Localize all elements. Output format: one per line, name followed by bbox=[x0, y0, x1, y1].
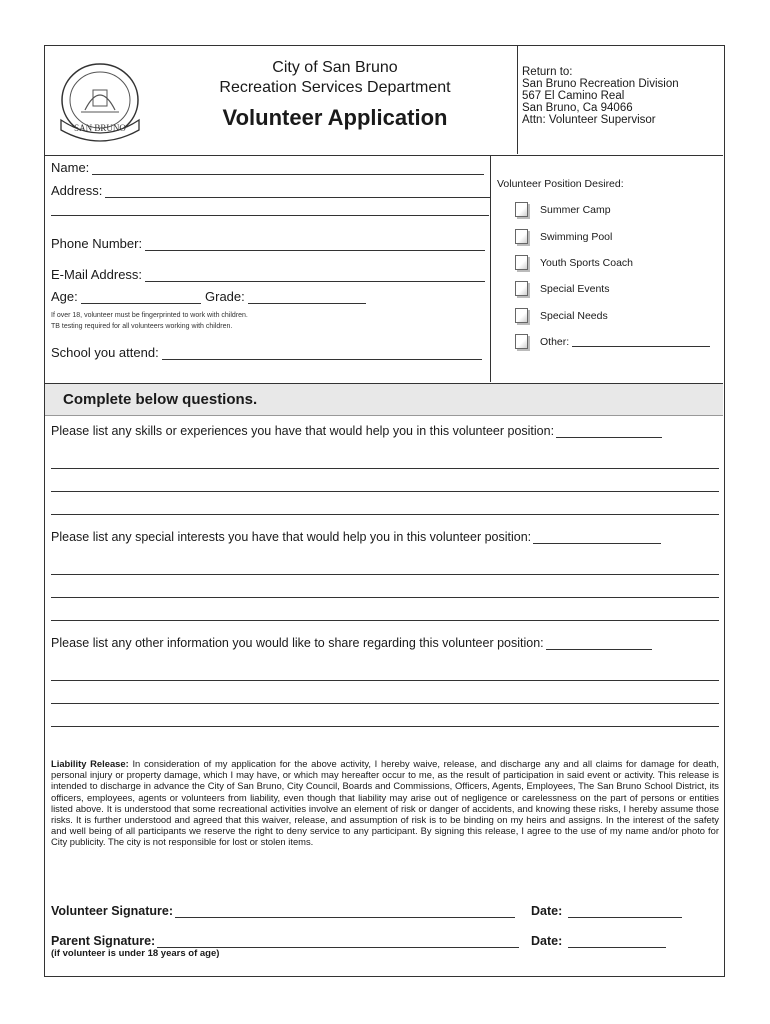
personal-fields bbox=[45, 156, 491, 382]
release-label: Liability Release: bbox=[51, 758, 129, 769]
question-text: Please list any special interests you have that would help you in this volunteer position: bbox=[51, 530, 532, 544]
date-label: Date: bbox=[531, 934, 563, 948]
address-field[interactable] bbox=[51, 183, 490, 198]
form-header bbox=[45, 46, 723, 156]
email-field[interactable] bbox=[51, 267, 485, 282]
question-interests bbox=[51, 530, 661, 544]
option-label: Special Events bbox=[540, 282, 610, 295]
volunteer-signature-field[interactable] bbox=[51, 904, 515, 918]
grade-field[interactable] bbox=[205, 289, 366, 304]
volunteer-signature-label: Volunteer Signature: bbox=[51, 904, 174, 918]
date-input-line[interactable] bbox=[568, 936, 666, 948]
option-youth-sports-coach[interactable] bbox=[515, 255, 633, 270]
question-other-info bbox=[51, 636, 652, 650]
option-label: Swimming Pool bbox=[540, 230, 613, 243]
department-name: Recreation Services Department bbox=[219, 79, 451, 96]
return-line: San Bruno Recreation Division bbox=[522, 78, 679, 90]
checkbox[interactable] bbox=[515, 229, 528, 244]
name-input-line[interactable] bbox=[92, 163, 484, 175]
email-input-line[interactable] bbox=[145, 270, 485, 282]
questions-heading: Complete below questions. bbox=[63, 391, 258, 408]
return-address bbox=[522, 66, 679, 126]
checkbox[interactable] bbox=[515, 281, 528, 296]
parent-signature-line[interactable] bbox=[157, 936, 519, 948]
option-summer-camp[interactable] bbox=[515, 202, 611, 217]
header-title-block bbox=[45, 46, 518, 154]
option-special-needs[interactable] bbox=[515, 308, 608, 323]
question-skills bbox=[51, 424, 662, 438]
questions-heading-bar bbox=[45, 384, 723, 416]
address-input-line[interactable] bbox=[105, 186, 490, 198]
question-text: Please list any other information you would like to share regarding this volunteer position: bbox=[51, 636, 544, 650]
other-input-line[interactable] bbox=[572, 336, 710, 347]
application-form bbox=[44, 45, 725, 977]
question-text: Please list any skills or experiences you have that would help you in this volunteer position: bbox=[51, 424, 555, 438]
answer-line[interactable] bbox=[51, 468, 719, 469]
form-title: Volunteer Application bbox=[222, 105, 448, 130]
answer-line[interactable] bbox=[546, 638, 652, 650]
svg-text:SAN BRUNO: SAN BRUNO bbox=[74, 123, 126, 133]
option-label: Youth Sports Coach bbox=[540, 256, 634, 269]
position-title: Volunteer Position Desired: bbox=[497, 178, 624, 190]
answer-line[interactable] bbox=[51, 574, 719, 575]
name-label: Name: bbox=[51, 160, 90, 175]
answer-line[interactable] bbox=[51, 680, 719, 681]
answer-line[interactable] bbox=[51, 726, 719, 727]
age-input-line[interactable] bbox=[81, 292, 201, 304]
date-label: Date: bbox=[531, 904, 563, 918]
answer-line[interactable] bbox=[51, 491, 719, 492]
answer-line[interactable] bbox=[533, 532, 661, 544]
return-line: Return to: bbox=[522, 66, 573, 78]
return-line: San Bruno, Ca 94066 bbox=[522, 102, 633, 114]
header-title bbox=[155, 58, 515, 133]
return-line: 567 El Camino Real bbox=[522, 90, 625, 102]
parent-signature-note: (if volunteer is under 18 years of age) bbox=[51, 948, 220, 959]
return-line: Attn: Volunteer Supervisor bbox=[522, 114, 656, 126]
phone-input-line[interactable] bbox=[145, 239, 485, 251]
release-text: In consideration of my application for the above activity, I hereby waive, release, and discharge any and all claims for damage for death, personal injury or property damage, which I may have, or which may hereafter occur to me, as the result of participation in said event or activity. This release is intended to discharge in advance the City of San Bruno, City Council, Boards and Commissions, Officers, Agents, Employees, The San Bruno School District, its officers, employees, agents or volunteers from liability, even though that liability may arise out of negligence or carelessness on the part of persons or entities listed above. It is understood that some recreational activities involve an element of risk or danger of accidents, and knowing these risks, I hereby assume those risks. It is further understood and agreed that this waiver, release, and assumption of risk is to be binding on my heirs and assigns. In the interest of the safety and well being of all participants we reserve the right to deny service to any participant. By signing this release, I agree to the use of my name and/or photo for City publicity. The city is not responsible for lost or stolen items. bbox=[51, 758, 720, 848]
answer-line[interactable] bbox=[556, 426, 662, 438]
fingerprint-note: If over 18, volunteer must be fingerprinted to work with children. bbox=[51, 312, 248, 319]
parent-date-field[interactable] bbox=[531, 934, 666, 948]
option-label: Other: bbox=[540, 335, 570, 348]
answer-line[interactable] bbox=[51, 514, 719, 515]
address-label: Address: bbox=[51, 183, 103, 198]
email-label: E-Mail Address: bbox=[51, 267, 143, 282]
name-field[interactable] bbox=[51, 160, 484, 175]
option-label: Summer Camp bbox=[540, 203, 611, 216]
city-seal-logo bbox=[55, 60, 145, 144]
city-name: City of San Bruno bbox=[272, 59, 398, 76]
option-label: Special Needs bbox=[540, 309, 608, 322]
volunteer-date-field[interactable] bbox=[531, 904, 682, 918]
personal-info-section bbox=[45, 156, 723, 384]
volunteer-signature-line[interactable] bbox=[175, 906, 515, 918]
date-input-line[interactable] bbox=[568, 906, 682, 918]
option-special-events[interactable] bbox=[515, 281, 609, 296]
school-field[interactable] bbox=[51, 345, 482, 360]
school-input-line[interactable] bbox=[162, 348, 482, 360]
checkbox[interactable] bbox=[515, 202, 528, 217]
grade-label: Grade: bbox=[205, 289, 245, 304]
parent-signature-label: Parent Signature: bbox=[51, 934, 156, 948]
answer-line[interactable] bbox=[51, 620, 719, 621]
checkbox[interactable] bbox=[515, 308, 528, 323]
phone-field[interactable] bbox=[51, 236, 485, 251]
parent-signature-field[interactable] bbox=[51, 934, 519, 948]
option-other[interactable] bbox=[515, 334, 710, 349]
phone-label: Phone Number: bbox=[51, 236, 143, 251]
liability-release bbox=[51, 758, 719, 848]
age-field[interactable] bbox=[51, 289, 201, 304]
option-swimming-pool[interactable] bbox=[515, 229, 612, 244]
checkbox[interactable] bbox=[515, 255, 528, 270]
answer-line[interactable] bbox=[51, 703, 719, 704]
school-label: School you attend: bbox=[51, 345, 159, 360]
answer-line[interactable] bbox=[51, 597, 719, 598]
tb-testing-note: TB testing required for all volunteers working with children. bbox=[51, 323, 233, 330]
grade-input-line[interactable] bbox=[248, 292, 366, 304]
address-line-2[interactable] bbox=[51, 215, 489, 216]
age-label: Age: bbox=[51, 289, 78, 304]
checkbox[interactable] bbox=[515, 334, 528, 349]
